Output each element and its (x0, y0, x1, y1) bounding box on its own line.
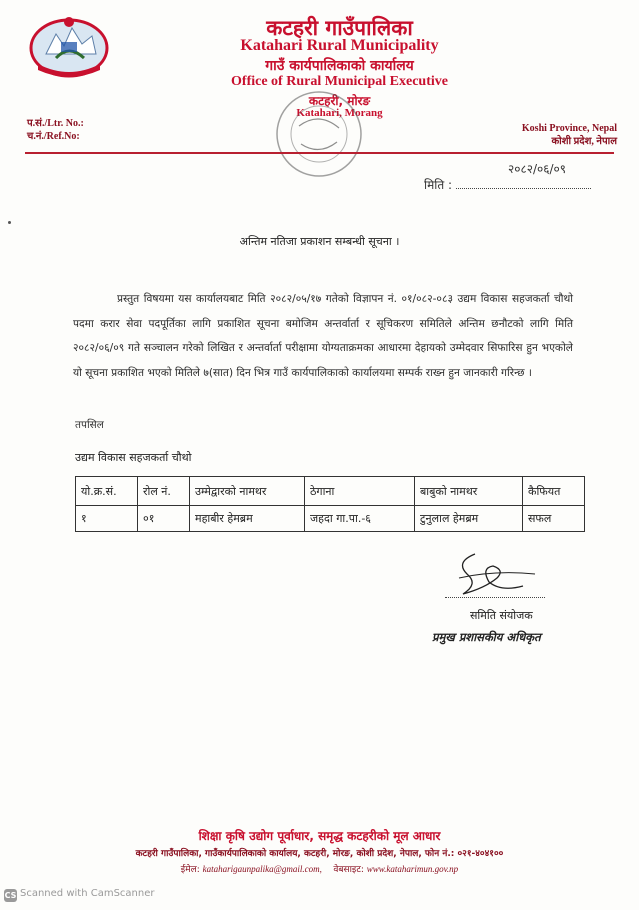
date-blank-line (456, 178, 591, 189)
table-row (76, 506, 585, 532)
cell-father-name: टुनुलाल हेमब्रम (415, 506, 523, 532)
footer-address: कटहरी गाउँपालिका, गाउँकार्यपालिकाको कार्यालय, कटहरी, मोरङ, कोशी प्रदेश, नेपाल, फोन नं.: ०२१-४०४१०० (135, 849, 504, 859)
cell-address: जहदा गा.पा.-६ (305, 506, 415, 532)
header-father-name: बाबुको नामथर (415, 477, 523, 506)
letterhead-divider (25, 152, 614, 154)
table-header-row (76, 477, 585, 506)
footer-slogan: शिक्षा कृषि उद्योग पूर्वाधार, समृद्ध कटहरीको मूल आधार (198, 829, 441, 843)
signatory-title: समिति संयोजक (470, 609, 533, 622)
handwritten-signature (445, 548, 555, 600)
website-link[interactable]: www.kataharimun.gov.np (366, 864, 459, 874)
details-label: तपसिल (75, 419, 104, 431)
date-line (424, 176, 591, 193)
watermark-text: Scanned with CamScanner (20, 888, 155, 899)
office-name-english: Office of Rural Municipal Executive (231, 74, 448, 89)
results-table (75, 476, 585, 532)
reference-number-label: च.नं./Ref.No: (27, 131, 80, 142)
signatory-name: प्रमुख प्रशासकीय अधिकृत (432, 630, 541, 644)
camscanner-icon: CS (4, 891, 17, 900)
notice-body (73, 287, 573, 385)
cell-roll: ०१ (138, 506, 190, 532)
location-english: Katahari, Morang (296, 107, 383, 119)
punch-hole-mark (8, 221, 11, 224)
notice-subject: अन्तिम नतिजा प्रकाशन सम्बन्धी सूचना । (239, 235, 400, 248)
header-candidate-name: उम्मेद्वारको नामथर (190, 477, 305, 506)
reference-block (27, 117, 84, 143)
location-nepali: कटहरी, मोरङ (308, 94, 371, 108)
footer-contact (0, 862, 639, 875)
municipality-name-nepali: कटहरी गाउँपालिका (266, 16, 413, 40)
municipality-name-english: Katahari Rural Municipality (240, 37, 439, 54)
office-name-nepali: गाउँ कार्यपालिकाको कार्यालय (265, 58, 414, 74)
signature-line (445, 597, 545, 598)
email-link[interactable]: kataharigaunpalika@gmail.com, (202, 864, 322, 874)
letter-number-label: प.सं./Ltr. No.: (27, 118, 84, 129)
header-serial: यो.क्र.सं. (76, 477, 138, 506)
office-seal-stamp (271, 86, 367, 182)
province-nepali: कोशी प्रदेश, नेपाल (551, 136, 617, 147)
email-label: ईमेल: (180, 865, 200, 875)
camscanner-watermark (4, 888, 155, 902)
notice-body-text: प्रस्तुत विषयमा यस कार्यालयबाट मिति २०८२/०५/१७ गतेको विज्ञापन नं. ०१/०८२-०८३ उद्यम विकास सहजकर्ता चौथो पदमा करार सेवा पदपूर्तिका लागि प्रकाशित सूचना बमोजिम अन्तर्वार्ता र सूचिकरण समितिले अन्तिम छनौटको लागि मिति २०८२/०६/०९ गते सञ्चालन गरेको लिखित र अन्तर्वार्ता परीक्षामा योग्यताक्रमका आधारमा देहायको उम्मेदवार सिफारिस हुन भएकोले यो सूचना प्रकाशित भएको मितिले ७(सात) दिन भित्र गाउँ कार्यपालिकाको कार्यालयमा सम्पर्क राख्न हुन जानकारी गरिन्छ । (73, 293, 573, 379)
date-label: मिति : (424, 178, 453, 192)
header-roll: रोल नं. (138, 477, 190, 506)
cell-candidate-name: महाबीर हेमब्रम (190, 506, 305, 532)
website-label: वेबसाइट: (333, 865, 364, 875)
province-block (522, 122, 617, 148)
post-title: उद्यम विकास सहजकर्ता चौथो (75, 451, 192, 464)
cell-remarks: सफल (523, 506, 585, 532)
header-remarks: कैफियत (523, 477, 585, 506)
handwritten-date: २०८२/०६/०९ (508, 162, 567, 176)
cell-serial: १ (76, 506, 138, 532)
province-english: Koshi Province, Nepal (521, 123, 617, 134)
header-address: ठेगाना (305, 477, 415, 506)
